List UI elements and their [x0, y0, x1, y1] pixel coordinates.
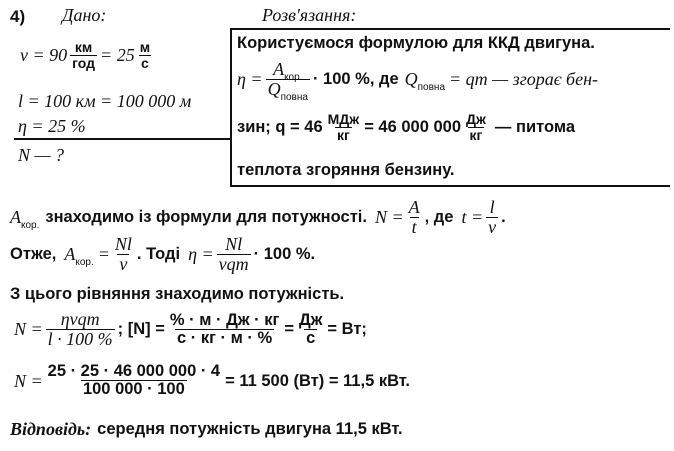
given-distance: l = 100 км = 100 000 м [18, 91, 192, 111]
given-velocity: v = 90 $\frac{км}{\text{год}}$ = 25 $\frac{м}{с}$ [20, 39, 151, 71]
solution-box-top [230, 28, 670, 30]
given-find-divider [14, 138, 230, 140]
answer-line [10, 420, 403, 438]
answer-label: Відповідь: [10, 419, 92, 439]
solution-line-1: Користуємося формулою для ККД двигуна. [237, 34, 595, 52]
body-line-find-power: З цього рівняння знаходимо потужність. [10, 285, 345, 303]
body-line-then: Отже, $A_{кор.}$ = $\frac{Nl}{v}$ . Тоді η = $\frac{Nl}{\text{vqm}}$ · 100 %. [10, 234, 316, 274]
body-line-power-formula: $A_{кор.}$ знаходимо із формули для потужності. N = $\frac{A}{t}$ , де t = $\frac{l}{v}$ . [10, 197, 506, 237]
solution-heat-value: зин; q = 46 $\frac{\text{МДж}}{кг}$ = 46 000 000 $\frac{Дж}{кг}$ — питома [237, 111, 576, 143]
solution-eta-formula: η = $\frac{A_{кор.}}{Q_{повна}}$ · 100 %, де $Q_{повна}$ = qm — згорає бен- [237, 59, 599, 103]
given-find: N — ? [18, 145, 65, 165]
given-heading: Дано: [62, 5, 107, 25]
solution-box-bottom [230, 185, 670, 187]
given-solution-divider [230, 28, 232, 186]
solution-line-4: теплота згоряння бензину. [237, 161, 455, 179]
given-efficiency: η = 25 % [18, 116, 86, 136]
body-line-calculation: N = $\frac{25 \cdot 25 \cdot 46 000 000 \cdot 4}{100 000 \cdot 100}$ = 11 500 (Вт) = 11,5 кВт. [14, 362, 411, 399]
answer-text: середня потужність двигуна 11,5 кВт. [97, 419, 403, 438]
solution-heading: Розв'язання: [262, 5, 357, 25]
problem-number: 4) [10, 7, 26, 26]
body-line-power-expression: N = $\frac{\text{ηvqm}}{l \cdot 100 \%}$ ; [N] = $\frac{\% \cdot м \cdot Дж \cdot кг}{с \cdot кг \cdot м \cdot \%}$ = $\frac{Дж}{с}$ = Вт; [14, 309, 367, 349]
